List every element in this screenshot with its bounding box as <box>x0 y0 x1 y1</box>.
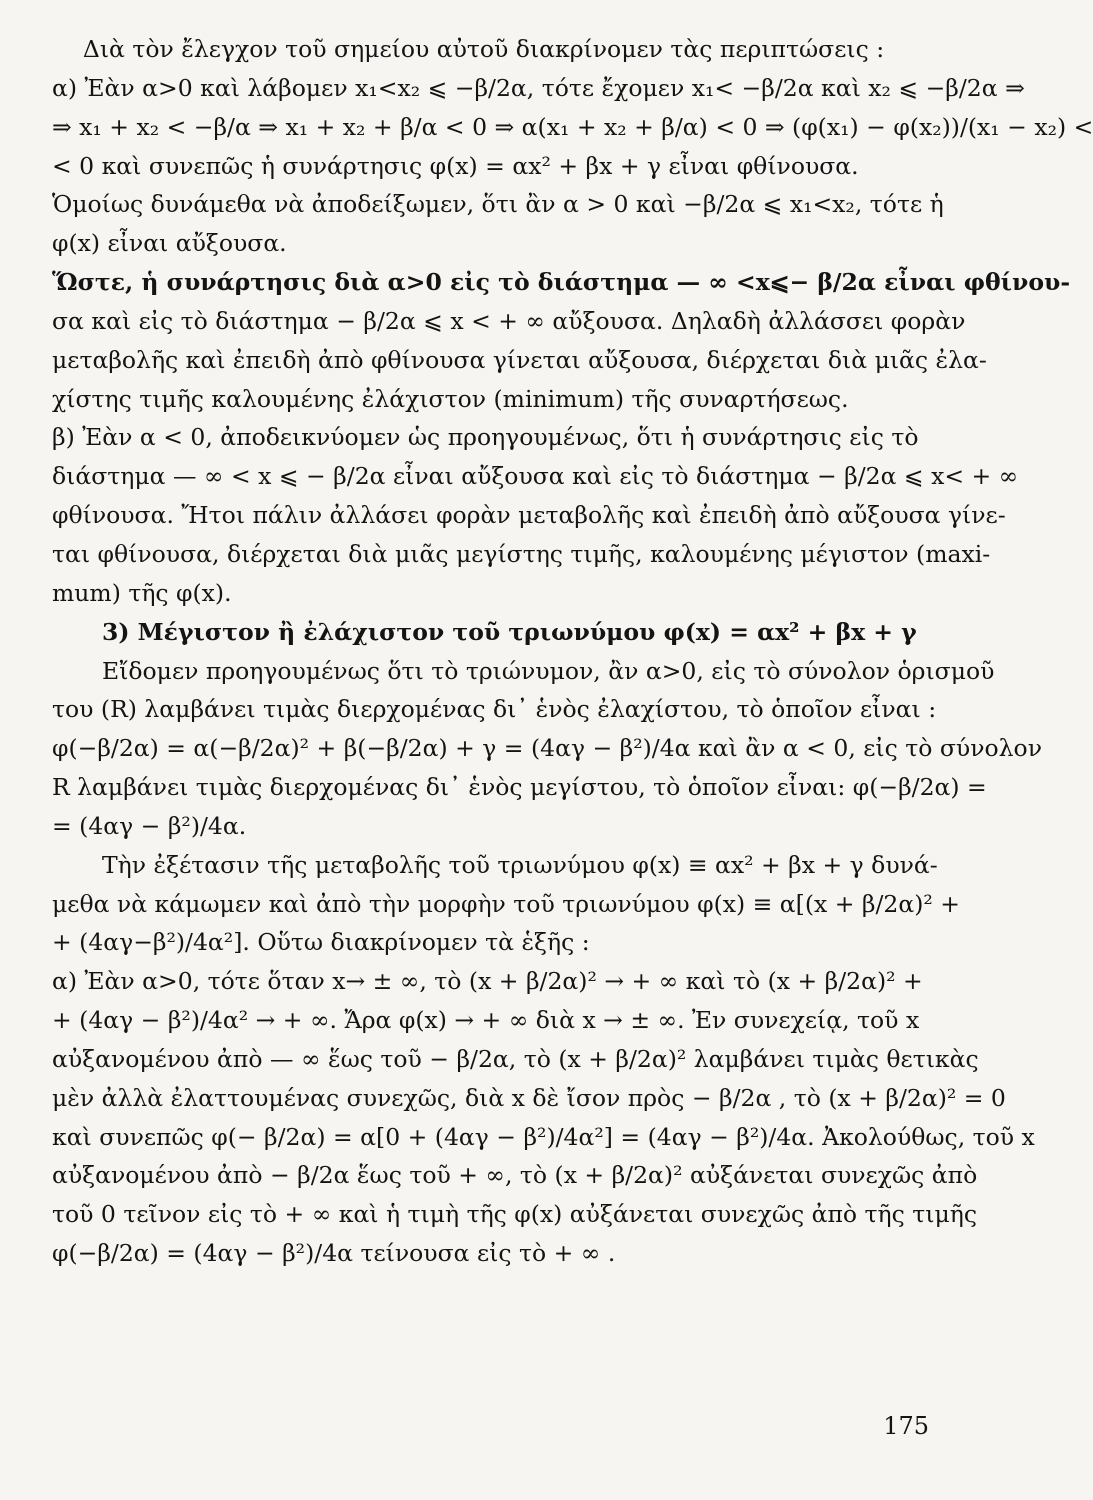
text-line: μεθα νὰ κάμωμεν καὶ ἀπὸ τὴν μορφὴν τοῦ τριωνύμου φ(x) ≡ α[(x + β/2α)² + <box>52 889 960 918</box>
text-line: = (4αγ − β²)/4α. <box>52 811 247 840</box>
text-line: ⇒ x₁ + x₂ < −β/α ⇒ x₁ + x₂ + β/α < 0 ⇒ α(x₁ + x₂ + β/α) < 0 ⇒ (φ(x₁) − φ(x₂))/(x₁ − x₂) < <box>52 112 1093 141</box>
text-line: αὐξανομένου ἀπὸ − β/2α ἕως τοῦ + ∞, τὸ (x + β/2α)² αὐξάνεται συνεχῶς ἀπὸ <box>52 1161 978 1190</box>
text-line: αὐξανομένου ἀπὸ — ∞ ἕως τοῦ − β/2α, τὸ (x + β/2α)² λαμβάνει τιμὰς θετικὰς <box>52 1044 979 1073</box>
text-line: Εἴδομεν προηγουμένως ὅτι τὸ τριώνυμον, ἂν α>0, εἰς τὸ σύνολον ὁρισμοῦ <box>102 656 995 685</box>
text-line: + (4αγ − β²)/4α² → + ∞. Ἄρα φ(x) → + ∞ διὰ x → ± ∞. Ἐν συνεχείᾳ, τοῦ x <box>52 1006 920 1035</box>
text-line: < 0 καὶ συνεπῶς ἡ συνάρτησις φ(x) = αx² + βx + γ εἶναι φθίνουσα. <box>52 151 859 180</box>
text-line: Διὰ τὸν ἔλεγχον τοῦ σημείου αὐτοῦ διακρίνομεν τὰς περιπτώσεις : <box>82 35 885 63</box>
page-text <box>52 34 1093 1269</box>
text-line: χίστης τιμῆς καλουμένης ἐλάχιστον (minimum) τῆς συναρτήσεως. <box>52 384 849 413</box>
text-line: φ(−β/2α) = (4αγ − β²)/4α τείνουσα εἰς τὸ + ∞ . <box>52 1239 616 1268</box>
text-line: α) Ἐὰν α>0 καὶ λάβομεν x₁<x₂ ⩽ −β/2α, τότε ἔχομεν x₁< −β/2α καὶ x₂ ⩽ −β/2α ⇒ <box>52 73 1025 102</box>
text-line: R λαμβάνει τιμὰς διερχομένας δι᾿ ἑνὸς μεγίστου, τὸ ὁποῖον εἶναι: φ(−β/2α) = <box>52 773 987 802</box>
text-line: σα καὶ εἰς τὸ διάστημα − β/2α ⩽ x < + ∞ αὔξουσα. Δηλαδὴ ἀλλάσσει φορὰν <box>52 306 966 335</box>
text-line: mum) τῆς φ(x). <box>52 578 232 607</box>
text-line: του (R) λαμβάνει τιμὰς διερχομένας δι᾿ ἑνὸς ἐλαχίστου, τὸ ὁποῖον εἶναι : <box>52 695 937 724</box>
text-line: φθίνουσα. Ἤτοι πάλιν ἀλλάσει φορὰν μεταβολῆς καὶ ἐπειδὴ ἀπὸ αὔξουσα γίνε- <box>52 501 1006 530</box>
text-line: Ὁμοίως δυνάμεθα νὰ ἀποδείξωμεν, ὅτι ἂν α > 0 καὶ −β/2α ⩽ x₁<x₂, τότε ἡ <box>52 190 944 219</box>
text-line: 3) Μέγιστον ἢ ἐλάχιστον τοῦ τριωνύμου φ(x) = αx² + βx + γ <box>102 617 917 646</box>
text-line: καὶ συνεπῶς φ(− β/2α) = α[0 + (4αγ − β²)/4α²] = (4αγ − β²)/4α. Ἀκολούθως, τοῦ x <box>52 1122 1035 1151</box>
page-number: 175 <box>883 1412 929 1440</box>
text-line: τοῦ 0 τεῖνον εἰς τὸ + ∞ καὶ ἡ τιμὴ τῆς φ(x) αὐξάνεται συνεχῶς ἀπὸ τῆς τιμῆς <box>52 1200 977 1229</box>
text-line: Ὥστε, ἡ συνάρτησις διὰ α>0 εἰς τὸ διάστημα — ∞ <x⩽− β/2α εἶναι φθίνου- <box>52 268 1071 297</box>
text-line: ται φθίνουσα, διέρχεται διὰ μιᾶς μεγίστης τιμῆς, καλουμένης μέγιστον (maxi- <box>52 539 991 568</box>
text-line: β) Ἐὰν α < 0, ἀποδεικνύομεν ὡς προηγουμένως, ὅτι ἡ συνάρτησις εἰς τὸ <box>52 423 919 452</box>
text-line: μὲν ἀλλὰ ἐλαττουμένας συνεχῶς, διὰ x δὲ ἴσον πρὸς − β/2α , τὸ (x + β/2α)² = 0 <box>52 1083 1006 1112</box>
text-line: φ(x) εἶναι αὔξουσα. <box>52 229 287 258</box>
text-line: Τὴν ἐξέτασιν τῆς μεταβολῆς τοῦ τριωνύμου φ(x) ≡ αx² + βx + γ δυνά- <box>102 850 938 879</box>
text-line: μεταβολῆς καὶ ἐπειδὴ ἀπὸ φθίνουσα γίνεται αὔξουσα, διέρχεται διὰ μιᾶς ἐλα- <box>52 345 987 374</box>
text-line: φ(−β/2α) = α(−β/2α)² + β(−β/2α) + γ = (4αγ − β²)/4α καὶ ἂν α < 0, εἰς τὸ σύνολον <box>52 734 1042 763</box>
text-line: α) Ἐὰν α>0, τότε ὅταν x→ ± ∞, τὸ (x + β/2α)² → + ∞ καὶ τὸ (x + β/2α)² + <box>52 967 923 996</box>
text-line: διάστημα — ∞ < x ⩽ − β/2α εἶναι αὔξουσα καὶ εἰς τὸ διάστημα − β/2α ⩽ x< + ∞ <box>52 462 1019 491</box>
text-line: + (4αγ−β²)/4α²]. Οὕτω διακρίνομεν τὰ ἑξῆς : <box>52 928 590 957</box>
